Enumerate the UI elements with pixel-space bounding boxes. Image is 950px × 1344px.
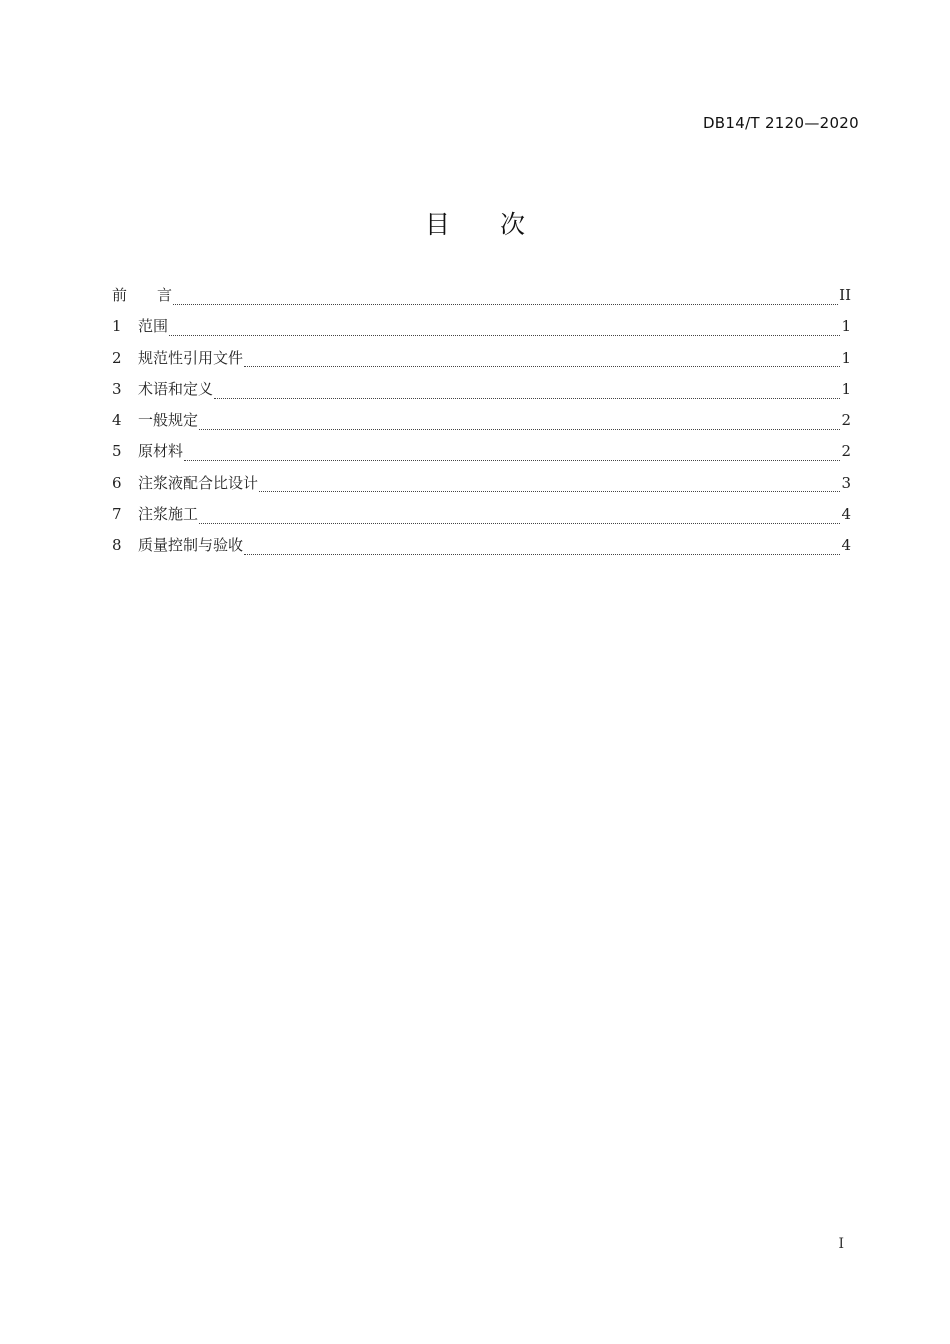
toc-entry-8[interactable]: [112, 534, 851, 565]
dot-leader: [173, 295, 838, 305]
toc-entry-page: 1: [841, 317, 851, 336]
toc-entry-page: 1: [841, 379, 851, 398]
toc-entry-label: 注浆液配合比设计: [138, 473, 259, 492]
toc-entry-number: 2: [112, 348, 122, 367]
toc-entry-label: 质量控制与验收: [138, 536, 244, 555]
page-number: I: [838, 1236, 844, 1252]
toc-entry-number: 8: [112, 536, 122, 555]
toc-entry-3[interactable]: [112, 378, 851, 409]
toc-title: 目 次: [424, 210, 525, 239]
toc-entry-label: 规范性引用文件: [138, 348, 244, 367]
toc-entry-number: 1: [112, 317, 122, 336]
toc-entry-preface[interactable]: [112, 284, 851, 315]
toc-entry-label: 原材料: [138, 442, 184, 461]
toc-entry-1[interactable]: [112, 315, 851, 346]
toc-entry-number: 4: [112, 411, 122, 430]
toc-entry-label: 注浆施工: [138, 505, 199, 524]
toc-entry-page: 4: [841, 536, 851, 555]
dot-leader: [244, 357, 840, 367]
toc-entry-5[interactable]: [112, 440, 851, 471]
dot-leader: [259, 482, 840, 492]
toc-entry-page: 4: [841, 505, 851, 524]
dot-leader: [199, 514, 840, 524]
toc-entry-page: 1: [841, 348, 851, 367]
table-of-contents: [112, 284, 851, 566]
toc-entry-label: 术语和定义: [138, 379, 214, 398]
dot-leader: [169, 326, 840, 336]
dot-leader: [184, 451, 840, 461]
toc-entry-4[interactable]: [112, 409, 851, 440]
toc-entry-label: 前 言: [112, 286, 173, 304]
toc-entry-page: 2: [841, 442, 851, 461]
toc-entry-label: 一般规定: [138, 411, 199, 430]
toc-entry-page: 3: [841, 473, 851, 492]
toc-entry-page: II: [839, 286, 851, 304]
toc-entry-2[interactable]: [112, 347, 851, 378]
toc-entry-page: 2: [841, 411, 851, 430]
dot-leader: [199, 420, 840, 430]
toc-entry-6[interactable]: [112, 472, 851, 503]
toc-entry-number: 7: [112, 505, 122, 524]
document-code: DB14/T 2120—2020: [702, 114, 859, 132]
toc-entry-number: 5: [112, 442, 122, 461]
dot-leader: [214, 389, 840, 399]
toc-entry-7[interactable]: [112, 503, 851, 534]
toc-entry-label: 范围: [138, 317, 169, 336]
toc-entry-number: 3: [112, 379, 122, 398]
dot-leader: [244, 545, 840, 555]
toc-entry-number: 6: [112, 473, 122, 492]
